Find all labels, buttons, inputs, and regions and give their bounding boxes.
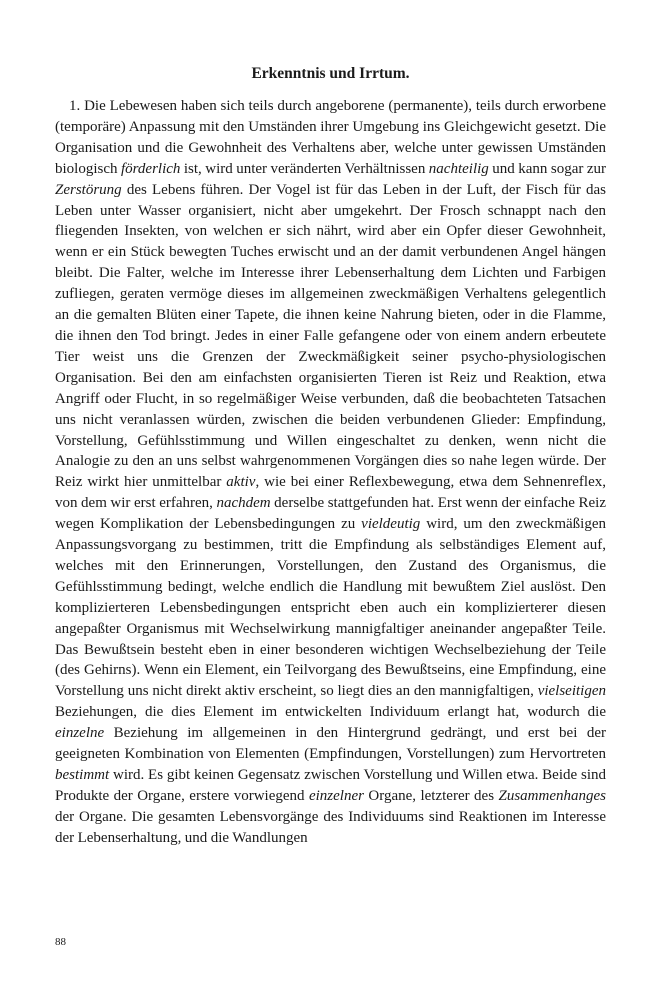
- text-segment: derselbe stattgefunden hat. Erst wenn der einfache Reiz wegen Komplikation der Lebensbedingungen zu: [55, 495, 607, 533]
- page-title: Erkenntnis und Irrtum.: [251, 65, 410, 82]
- text-segment: Beziehung im allgemeinen in den Hintergrund gedrängt, und erst bei der geeigneten Kombination von Elementen (Empfindungen, Vorstellungen) zum Hervortreten: [55, 725, 606, 763]
- text-segment: des Lebens führen. Der Vogel ist für das Leben in der Luft, der Fisch für das Leben unter Wasser organisiert, nicht aber umgekehrt. Der Frosch schnappt nach den fliegenden Insekten, von welchen er sich nährt, wird aber ein Opfer dieser Gewohnheit, wenn er ein Stück bewegten Tuches erwischt und an der damit verbundenen Angel hängen bleibt. Die Falter, welche im Interesse ihrer Lebenserhaltung dem Lichten und Farbigen zufliegen, geraten vermöge dieses im allgemeinen zweckmäßigen Verhaltens gelegentlich an die gemalten Blüten einer Tapete, die ihnen keine Nahrung bieten, oder in die Flamme, die ihnen den Tod bringt. Jedes in einer Falle gefangene oder von einem andern erbeutete Tier weist uns die Grenzen der Zweckmäßigkeit seiner psycho-physiologischen Organisation. Bei den am einfachsten organisierten Tieren ist Reiz und Reaktion, etwa Angriff oder Flucht, in so regelmäßiger Weise verbunden, daß die beobachteten Tatsachen uns nicht veranlassen würden, zwischen die beiden verbundenen Glieder: Empfindung, Vorstellung, Gefühlsstimmung und Willen eingeschaltet zu denken, wenn nicht die Analogie zu den an uns selbst wahrgenommenen Vorgängen dies so nahe legen würde. Der Reiz wirkt hier unmittelbar: [55, 181, 606, 491]
- text-segment: der Organe. Die gesamten Lebensvorgänge des Individuums sind Reaktionen im Interesse der Lebenserhaltung, und die Wandlungen: [55, 808, 606, 846]
- text-segment: ist, wird unter veränderten Verhältnissen: [180, 160, 429, 177]
- italic-text-segment: bestimmt: [55, 767, 110, 783]
- italic-text-segment: förderlich: [120, 160, 181, 177]
- text-segment: 1. Die Lebewesen haben sich teils durch angeborene (permanente), teils durch erworbene (temporäre) Anpassung mit den Umständen ihrer Umgebung ins Gleichgewicht gesetzt. Die Organisation und die Gewohnheit des Verhaltens aber, welche unter gewissen Umständen biologisch: [55, 98, 606, 177]
- italic-text-segment: einzelner: [308, 787, 364, 804]
- text-segment: , wie bei einer Reflexbewegung, etwa dem Sehnenreflex, von dem wir erst erfahren,: [55, 474, 606, 512]
- italic-text-segment: Zerstörung: [55, 181, 122, 198]
- italic-text-segment: aktiv: [226, 474, 256, 491]
- text-segment: und kann sogar zur: [488, 160, 606, 177]
- book-page: [55, 0, 606, 990]
- text-segment: wird, um den zweckmäßigen Anpassungsvorgang zu bestimmen, tritt die Empfindung als selbständiges Element auf, welches mit den Erinnerungen, Vorstellungen, den Zustand des Organismus, die Gefühlsstimmung bedingt, welche endlich die Handlung mit bewußtem Ziel auslöst. Den komplizierteren Lebensbedingungen entspricht eben auch ein komplizierterer diesen angepaßter Organismus mit Wechselwirkung mannigfaltiger aneinander angepaßter Teile. Das Bewußtsein besteht eben in einer besonderen wichtigen Wechselbeziehung der Teile (des Gehirns). Wenn ein Element, ein Teilvorgang des Bewußtseins, eine Empfindung, eine Vorstellung uns nicht direkt aktiv erscheint, so liegt dies an den mannigfaltigen,: [55, 516, 606, 700]
- body-paragraph: [55, 96, 606, 849]
- italic-text-segment: Zusammenhanges: [498, 787, 606, 804]
- italic-text-segment: nachteilig: [428, 160, 489, 177]
- text-segment: Organe, letzterer des: [363, 787, 499, 804]
- text-segment: Beziehungen, die dies Element im entwickelten Individuum erlangt hat, wodurch die: [55, 704, 606, 721]
- italic-text-segment: vielseitigen: [537, 683, 606, 700]
- italic-text-segment: nachdem: [216, 495, 271, 512]
- page-number: 88: [55, 936, 66, 948]
- italic-text-segment: vieldeutig: [361, 516, 421, 533]
- italic-text-segment: einzelne: [55, 725, 105, 742]
- text-segment: wird. Es gibt keinen Gegensatz zwischen Vorstellung und Willen etwa. Beide sind Produkte der Organe, erstere vorwiegend: [55, 767, 606, 804]
